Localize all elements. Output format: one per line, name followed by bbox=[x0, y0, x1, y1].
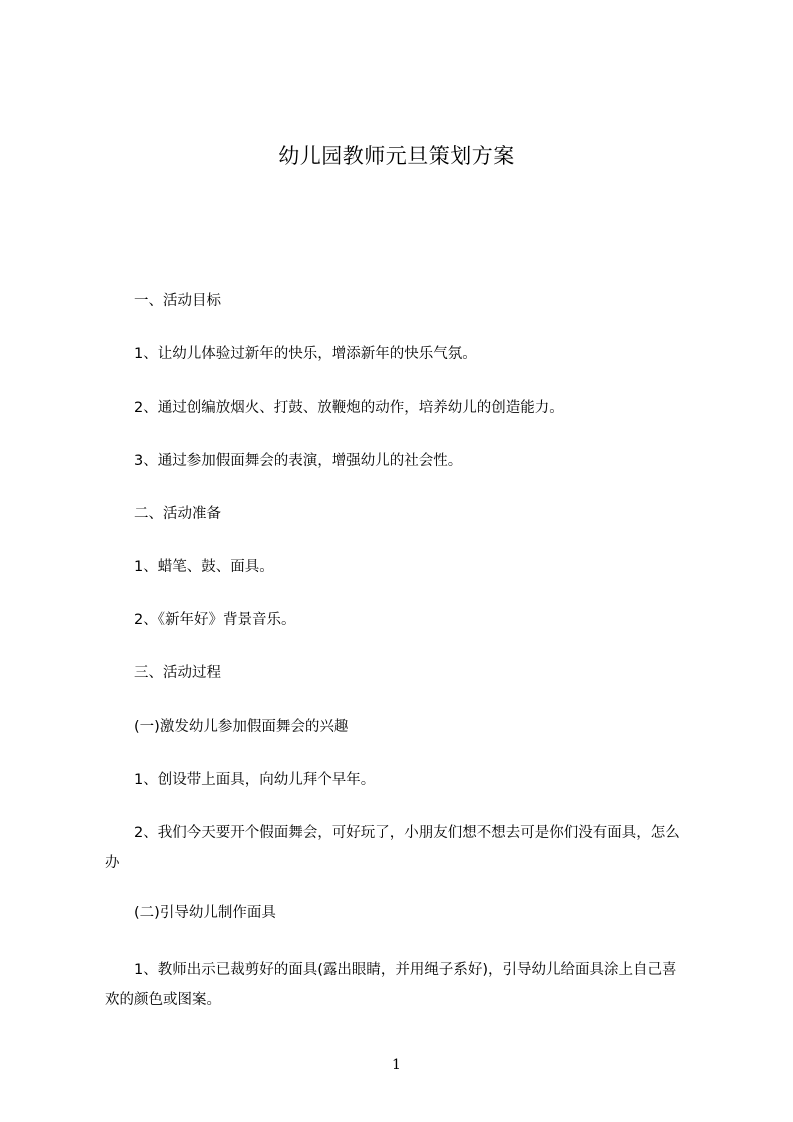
paragraph: 3、通过参加假面舞会的表演，增强幼儿的社会性。 bbox=[134, 453, 463, 469]
paragraph: 2、我们今天要开个假面舞会，可好玩了，小朋友们想不想去可是你们没有面具，怎么办 bbox=[105, 825, 680, 871]
page-number: 1 bbox=[392, 1057, 401, 1073]
paragraph: 2、《新年好》背景音乐。 bbox=[134, 612, 296, 628]
subsection-heading: (一)激发幼儿参加假面舞会的兴趣 bbox=[134, 719, 349, 735]
paragraph: 1、教师出示已裁剪好的面具(露出眼睛，并用绳子系好)，引导幼儿给面具涂上自己喜欢的颜色或图案。 bbox=[105, 962, 677, 1008]
section-heading-goals: 一、活动目标 bbox=[134, 293, 221, 309]
subsection-heading: (二)引导幼儿制作面具 bbox=[134, 905, 276, 921]
paragraph: 1、让幼儿体验过新年的快乐，增添新年的快乐气氛。 bbox=[134, 346, 477, 362]
paragraph: 2、通过创编放烟火、打鼓、放鞭炮的动作，培养幼儿的创造能力。 bbox=[134, 400, 564, 416]
document-title: 幼儿园教师元旦策划方案 bbox=[278, 144, 515, 168]
section-heading-preparation: 二、活动准备 bbox=[134, 506, 221, 522]
paragraph: 1、蜡笔、鼓、面具。 bbox=[134, 559, 274, 575]
section-heading-process: 三、活动过程 bbox=[134, 665, 221, 681]
paragraph: 1、创设带上面具，向幼儿拜个早年。 bbox=[134, 772, 376, 788]
